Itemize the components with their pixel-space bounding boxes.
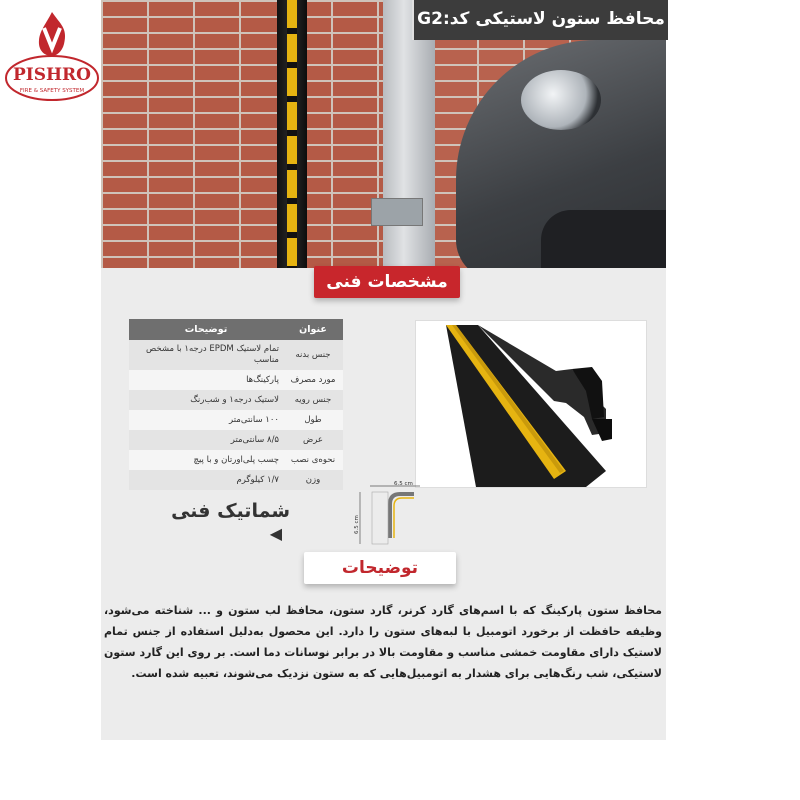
wall-bracket: [371, 198, 423, 226]
spec-key: نحوه‌ی نصب: [283, 450, 343, 470]
car-headlight: [521, 70, 601, 130]
logo-emblem: [4, 54, 100, 102]
steel-pillar: [383, 0, 435, 268]
logo-tagline: FIRE & SAFETY SYSTEM: [19, 88, 85, 94]
spec-key: مورد مصرف: [283, 370, 343, 390]
spec-key: عرض: [283, 430, 343, 450]
table-header-row: [129, 319, 343, 340]
dimension-height: 6.5 cm: [354, 515, 360, 534]
spec-value: ۱۰۰ سانتی‌متر: [129, 410, 283, 430]
table-row: [129, 430, 343, 450]
technical-drawing: [350, 478, 440, 548]
spec-key: طول: [283, 410, 343, 430]
product-title: محافظ ستون لاستیکی کد:G2: [412, 0, 668, 40]
table-row: [129, 450, 343, 470]
table-row: [129, 410, 343, 430]
spec-value: پارکینگ‌ها: [129, 370, 283, 390]
table-row: [129, 340, 343, 370]
table-row: [129, 470, 343, 490]
logo-brand-text: PISHRO: [12, 65, 92, 85]
spec-value: تمام لاستیک EPDM درجه۱ با مشخص مناسب: [129, 340, 283, 370]
column-header-title: عنوان: [283, 319, 343, 340]
description-heading: توضیحات: [304, 552, 456, 584]
company-logo: [4, 4, 100, 104]
table-row: [129, 390, 343, 410]
play-arrow-icon: ◀: [269, 524, 282, 543]
diagram-label-text: شماتیک فنی: [171, 500, 290, 522]
dimension-width: 6.5 cm: [394, 481, 413, 487]
spec-key: وزن: [283, 470, 343, 490]
brick-wall: [101, 0, 386, 268]
specs-heading: مشخصات فنی: [314, 266, 460, 298]
product-photo: [415, 320, 647, 488]
spec-key: جنس رویه: [283, 390, 343, 410]
hero-photo: [101, 0, 666, 268]
spec-value: ۸/۵ سانتی‌متر: [129, 430, 283, 450]
table-row: [129, 370, 343, 390]
description-text: محافظ ستون پارکینگ که با اسم‌های گارد کرنر، گارد ستون، محافظ لب ستون و ... شناخته می‌شود، وظیفه حافظت از برخورد اتومبیل با لبه‌های ستون را دارد. این محصول به‌دلیل استفاده از جنس تمام لاستیک دارای مقاومت خمشی مناسب و مقاومت بالا در برابر نوسانات دما است. بر روی این گارد ستون لاستیکی، شب رنگ‌هایی برای هشدار به اتومبیل‌هایی که به ستون نزدیک می‌شوند، تعبیه شده است.: [104, 604, 662, 680]
flame-icon: [34, 10, 70, 58]
spec-value: ۱/۷ کیلوگرم: [129, 470, 283, 490]
guard-reflective-strip: [287, 0, 297, 268]
spec-key: جنس بدنه: [283, 340, 343, 370]
diagram-heading: [150, 500, 290, 543]
spec-value: لاستیک درجه۱ و شب‌رنگ: [129, 390, 283, 410]
car-bumper: [541, 210, 666, 268]
spec-table: [129, 319, 343, 490]
spec-value: چسب پلی‌اورتان و با پیچ: [129, 450, 283, 470]
column-header-description: توضیحات: [129, 319, 283, 340]
